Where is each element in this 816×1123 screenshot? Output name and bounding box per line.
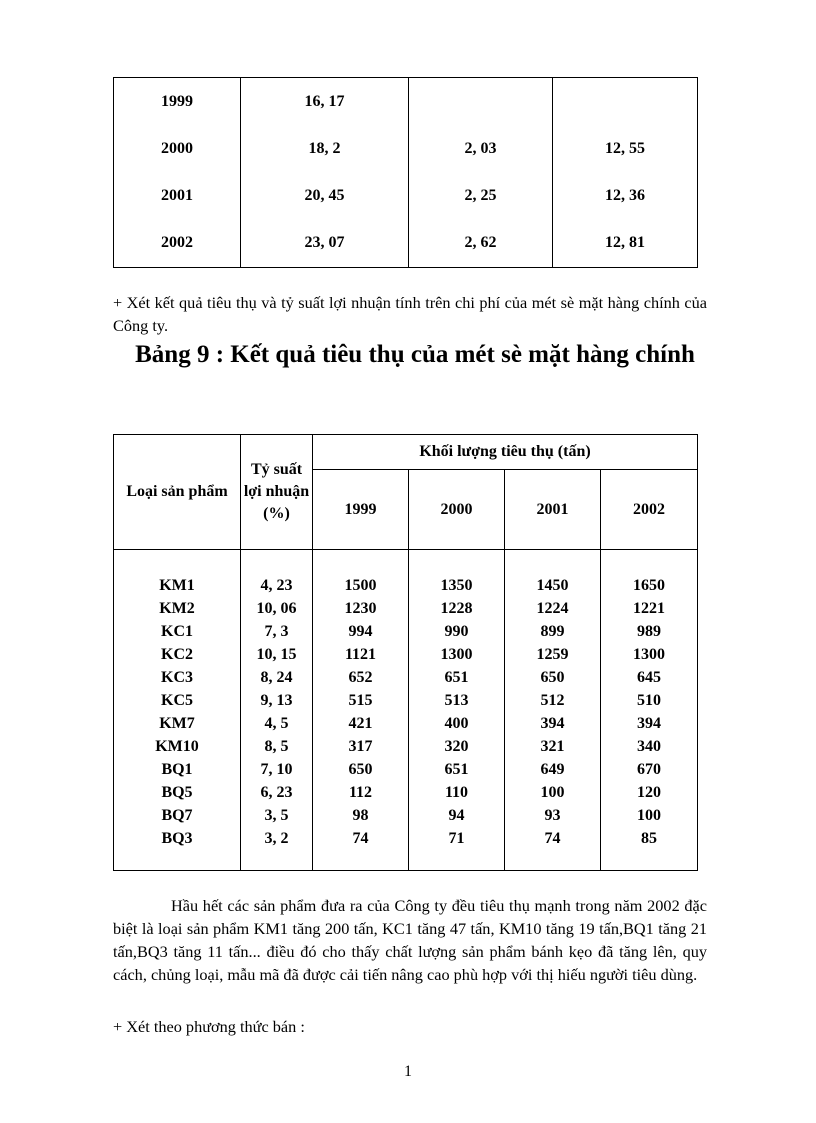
volume-cell: 100 [601, 804, 698, 827]
top-data-table [113, 77, 698, 268]
product-cell: KC2 [114, 643, 241, 666]
table-row [114, 574, 698, 597]
product-cell: KM10 [114, 735, 241, 758]
volume-cell: 645 [601, 666, 698, 689]
column-header-year: 1999 [313, 470, 409, 550]
product-cell: BQ1 [114, 758, 241, 781]
column-header-profit-rate: Tỷ suất lợi nhuận (%) [241, 435, 313, 550]
table-title: Bảng 9 : Kết quả tiêu thụ của mét sè mặt hàng chính [135, 341, 695, 368]
table-row [114, 758, 698, 781]
profit-rate-cell: 4, 23 [241, 574, 313, 597]
volume-cell: 899 [505, 620, 601, 643]
table-cell: 16, 17 [241, 78, 409, 126]
table-row [114, 220, 698, 268]
volume-cell: 1259 [505, 643, 601, 666]
table-row [114, 597, 698, 620]
table-cell: 1999 [114, 78, 241, 126]
table-row [114, 712, 698, 735]
table-cell: 18, 2 [241, 125, 409, 172]
product-cell: KM7 [114, 712, 241, 735]
table-cell: 12, 81 [553, 220, 698, 268]
table-cell [409, 78, 553, 126]
volume-cell: 1650 [601, 574, 698, 597]
volume-cell: 515 [313, 689, 409, 712]
table-row [114, 78, 698, 126]
volume-cell: 1224 [505, 597, 601, 620]
product-cell: KC5 [114, 689, 241, 712]
body-paragraph: Hầu hết các sản phẩm đưa ra của Công ty đều tiêu thụ mạnh trong năm 2002 đặc biệt là loại sản phẩm KM1 tăng 200 tấn, KC1 tăng 47 tấn, KM10 tăng 19 tấn,BQ1 tăng 21 tấn,BQ3 tăng 11 tấn... điều đó cho thấy chất lượng sản phẩm bánh kẹo đã tăng lên, quy cách, chủng loại, mẫu mã đã được cải tiến nâng cao phù hợp với thị hiếu người tiêu dùng. [113, 896, 707, 984]
volume-cell: 400 [409, 712, 505, 735]
volume-cell: 320 [409, 735, 505, 758]
profit-rate-cell: 9, 13 [241, 689, 313, 712]
volume-cell: 74 [505, 827, 601, 850]
product-cell: KM2 [114, 597, 241, 620]
table-row [114, 666, 698, 689]
volume-cell: 990 [409, 620, 505, 643]
volume-cell: 1450 [505, 574, 601, 597]
product-cell: BQ3 [114, 827, 241, 850]
profit-rate-cell: 4, 5 [241, 712, 313, 735]
volume-cell: 1221 [601, 597, 698, 620]
volume-cell: 394 [505, 712, 601, 735]
volume-cell: 650 [505, 666, 601, 689]
product-cell: KC1 [114, 620, 241, 643]
volume-cell: 93 [505, 804, 601, 827]
volume-cell: 394 [601, 712, 698, 735]
table-row [114, 125, 698, 172]
profit-rate-cell: 7, 3 [241, 620, 313, 643]
volume-cell: 120 [601, 781, 698, 804]
table-cell: 20, 45 [241, 172, 409, 219]
volume-cell: 510 [601, 689, 698, 712]
column-header-product: Loại sản phẩm [114, 435, 241, 550]
volume-cell: 321 [505, 735, 601, 758]
volume-cell: 340 [601, 735, 698, 758]
column-header-year: 2002 [601, 470, 698, 550]
profit-rate-cell: 7, 10 [241, 758, 313, 781]
table-cell: 2002 [114, 220, 241, 268]
volume-cell: 651 [409, 758, 505, 781]
table-row [114, 689, 698, 712]
column-header-year: 2001 [505, 470, 601, 550]
volume-cell: 994 [313, 620, 409, 643]
volume-cell: 1300 [409, 643, 505, 666]
intro-paragraph: + Xét kết quả tiêu thụ và tỷ suất lợi nhuận tính trên chi phí của mét sè mặt hàng chính của Công ty. [113, 293, 707, 335]
volume-cell: 98 [313, 804, 409, 827]
volume-cell: 1300 [601, 643, 698, 666]
product-cell: KC3 [114, 666, 241, 689]
table-row [114, 643, 698, 666]
table-cell: 2, 25 [409, 172, 553, 219]
volume-cell: 1121 [313, 643, 409, 666]
profit-rate-cell: 3, 5 [241, 804, 313, 827]
profit-rate-cell: 6, 23 [241, 781, 313, 804]
volume-cell: 670 [601, 758, 698, 781]
volume-cell: 989 [601, 620, 698, 643]
table-row [114, 620, 698, 643]
table-cell: 2000 [114, 125, 241, 172]
table-row [114, 735, 698, 758]
table-cell: 12, 36 [553, 172, 698, 219]
volume-cell: 85 [601, 827, 698, 850]
volume-cell: 651 [409, 666, 505, 689]
table-cell: 12, 55 [553, 125, 698, 172]
volume-cell: 94 [409, 804, 505, 827]
profit-rate-cell: 10, 06 [241, 597, 313, 620]
volume-cell: 74 [313, 827, 409, 850]
table-cell: 23, 07 [241, 220, 409, 268]
volume-cell: 1230 [313, 597, 409, 620]
profit-rate-cell: 10, 15 [241, 643, 313, 666]
table-cell [553, 78, 698, 126]
table-cell: 2001 [114, 172, 241, 219]
volume-cell: 1228 [409, 597, 505, 620]
table-row [114, 804, 698, 827]
volume-cell: 317 [313, 735, 409, 758]
product-cell: KM1 [114, 574, 241, 597]
volume-cell: 110 [409, 781, 505, 804]
profit-rate-cell: 8, 5 [241, 735, 313, 758]
volume-cell: 1500 [313, 574, 409, 597]
table-row [114, 827, 698, 850]
volume-cell: 650 [313, 758, 409, 781]
volume-cell: 421 [313, 712, 409, 735]
volume-cell: 1350 [409, 574, 505, 597]
table-row [114, 781, 698, 804]
volume-cell: 100 [505, 781, 601, 804]
table-cell: 2, 03 [409, 125, 553, 172]
profit-rate-cell: 8, 24 [241, 666, 313, 689]
table-row [114, 172, 698, 219]
volume-cell: 512 [505, 689, 601, 712]
profit-rate-cell: 3, 2 [241, 827, 313, 850]
sales-table [113, 434, 698, 871]
product-cell: BQ7 [114, 804, 241, 827]
volume-cell: 649 [505, 758, 601, 781]
product-cell: BQ5 [114, 781, 241, 804]
volume-cell: 513 [409, 689, 505, 712]
volume-cell: 112 [313, 781, 409, 804]
volume-cell: 71 [409, 827, 505, 850]
table-cell: 2, 62 [409, 220, 553, 268]
page-number: 1 [404, 1063, 412, 1080]
column-header-volume: Khối lượng tiêu thụ (tấn) [313, 435, 698, 470]
volume-cell: 652 [313, 666, 409, 689]
column-header-year: 2000 [409, 470, 505, 550]
method-paragraph: + Xét theo phương thức bán : [113, 1017, 305, 1036]
